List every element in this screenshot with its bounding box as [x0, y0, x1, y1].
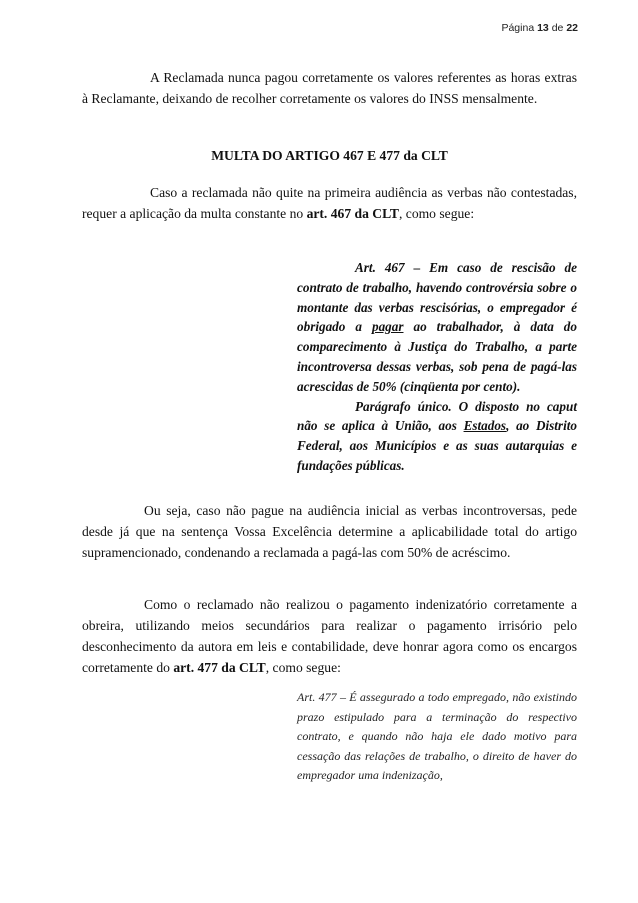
quote-467-part-4: , ao Distrito Federal, aos Municípios e as suas autarquias e fundações públicas.: [297, 418, 577, 473]
quote-467-part-1: Art. 467 – Em caso de rescisão de contrato de trabalho, havendo controvérsia sobre o montante das verbas rescisórias, o empregador é obrigado a: [297, 260, 577, 335]
quote-article-477: Art. 477 – É assegurado a todo empregado, não existindo prazo estipulado para a terminação do respectivo contrato, e quando não haja ele dado motivo para cessação das relações de trabalho, o direito de haver do empregador uma indenização,: [297, 690, 577, 783]
quote-467-underlined-pagar: pagar: [371, 319, 404, 335]
page-header: [501, 22, 578, 34]
paragraph-3: Ou seja, caso não pague na audiência inicial as verbas incontroversas, pede desde já que na sentença Vossa Excelência determine a aplicabilidade total do artigo supramencionado, condenando a reclamada a pagá-las com 50% de acréscimo.: [82, 503, 577, 560]
article-467-reference: art. 467 da CLT: [306, 206, 399, 221]
article-477-reference: art. 477 da CLT: [173, 660, 266, 675]
section-heading: MULTA DO ARTIGO 467 E 477 da CLT: [211, 148, 448, 163]
paragraph-4-end: , como segue:: [265, 660, 341, 675]
paragraph-4-text: Como o reclamado não realizou o pagamento indenizatório corretamente a obreira, utilizando meios secundários para realizar o pagamento irrisório pelo desconhecimento da autora em leis e contabilidade, deve honrar agora como os encargos corretamente do: [82, 597, 577, 675]
quote-467-part-2: ao trabalhador, à data do comparecimento à Justiça do Trabalho, a parte incontroversa dessas verbas, sob pena de pagá-las acrescidas de 50% (cinqüenta por cento).: [297, 319, 577, 394]
paragraph-2-end: , como segue:: [398, 206, 475, 221]
paragraph-1: A Reclamada nunca pagou corretamente os valores referentes as horas extras à Reclamante, deixando de recolher corretamente os valores do INSS mensalmente.: [82, 70, 577, 106]
page-total: 22: [566, 22, 578, 34]
quote-467-body: [297, 258, 577, 397]
quote-467-underlined-estados: Estados: [463, 418, 507, 434]
quote-467-part-3: Parágrafo único. O disposto no caput não se aplica à União, aos: [297, 398, 577, 434]
quote-article-467: [297, 258, 577, 476]
paragraph-2: [82, 182, 577, 224]
quote-467-paragraph-unico: [297, 397, 577, 476]
paragraph-4: [82, 594, 577, 678]
page-number: 13: [537, 22, 549, 34]
paragraph-2-text: Caso a reclamada não quite na primeira audiência as verbas não contestadas, requer a aplicação da multa constante no: [82, 185, 577, 221]
page-of: de: [551, 22, 564, 34]
page-label: Página: [501, 22, 535, 34]
